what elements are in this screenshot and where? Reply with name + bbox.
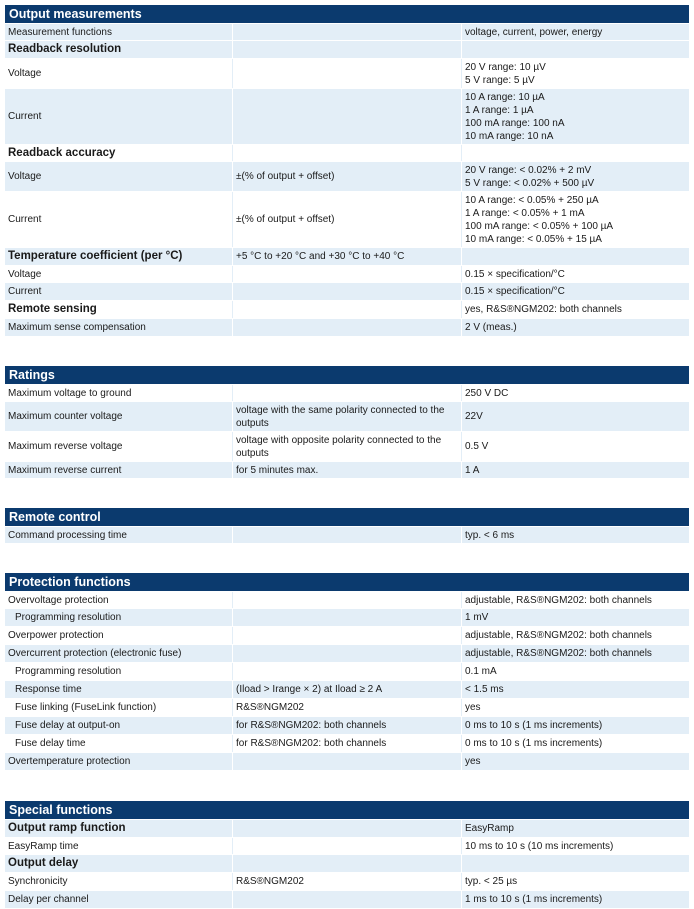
subsection-row (5, 855, 689, 873)
parameter-condition (232, 41, 461, 58)
spec-row (5, 319, 689, 337)
parameter-name: Temperature coefficient (per °C) (8, 250, 183, 262)
parameter-name: Response time (15, 684, 82, 695)
parameter-value (461, 24, 689, 40)
spec-row (5, 753, 689, 771)
spec-section (5, 801, 689, 909)
subsection-row (5, 820, 689, 838)
value-line: 20 V range: 10 µV (465, 62, 546, 73)
parameter-name: Maximum reverse current (8, 464, 122, 476)
parameter-name: Maximum sense compensation (8, 322, 146, 333)
parameter-condition: R&S®NGM202 (232, 699, 461, 716)
parameter-condition (232, 89, 461, 144)
spec-row (5, 527, 689, 544)
parameter-condition (232, 592, 461, 608)
value-line: 1 A range: < 0.05% + 1 mA (465, 208, 585, 219)
spec-row (5, 192, 689, 248)
section-gap (0, 771, 694, 801)
spec-row (5, 699, 689, 717)
parameter-value (461, 145, 689, 161)
parameter-condition (232, 663, 461, 680)
spec-row (5, 266, 689, 283)
value-line: 1 mV (465, 612, 489, 623)
value-line: adjustable, R&S®NGM202: both channels (465, 594, 652, 606)
parameter-value (461, 248, 689, 265)
parameter-condition: (Iload > Irange × 2) at Iload ≥ 2 A (232, 681, 461, 698)
parameter-value (461, 59, 689, 88)
parameter-name: Remote sensing (8, 303, 97, 315)
parameter-value (461, 753, 689, 770)
parameter-name: Maximum voltage to ground (8, 387, 132, 399)
value-line: yes, R&S®NGM202: both channels (465, 304, 622, 315)
parameter-name: Fuse delay at output-on (15, 720, 121, 731)
parameter-name: Command processing time (8, 529, 127, 541)
parameter-name: Measurement functions (8, 26, 112, 38)
parameter-value (461, 627, 689, 644)
parameter-value (461, 717, 689, 734)
value-line: 100 mA range: 100 nA (465, 118, 565, 129)
parameter-value (461, 301, 689, 318)
parameter-value (461, 820, 689, 837)
value-line: 2 V (meas.) (465, 322, 517, 333)
spec-row (5, 609, 689, 627)
parameter-name: Readback resolution (8, 43, 122, 55)
spec-row (5, 681, 689, 699)
parameter-value (461, 432, 689, 461)
parameter-value (461, 527, 689, 543)
parameter-condition (232, 855, 461, 872)
parameter-condition: ±(% of output + offset) (232, 162, 461, 191)
value-line: 1 A (465, 464, 480, 476)
parameter-condition (232, 145, 461, 161)
parameter-name: Voltage (8, 171, 42, 182)
parameter-name: Overvoltage protection (8, 594, 109, 606)
spec-row (5, 162, 689, 192)
value-line: 250 V DC (465, 387, 509, 399)
parameter-name: Synchronicity (8, 876, 68, 887)
parameter-condition (232, 266, 461, 282)
spec-row (5, 385, 689, 402)
parameter-condition (232, 609, 461, 626)
parameter-name: Maximum reverse voltage (8, 441, 123, 452)
parameter-value (461, 385, 689, 401)
parameter-name: Fuse delay time (15, 738, 86, 749)
parameter-value (461, 192, 689, 247)
spec-row (5, 717, 689, 735)
section-title: Remote control (5, 508, 689, 527)
parameter-condition: voltage with opposite polarity connected to the outputs (232, 432, 461, 461)
spec-row (5, 873, 689, 891)
value-line: yes (465, 756, 481, 767)
spec-section (5, 5, 689, 337)
parameter-value (461, 162, 689, 191)
section-gap (0, 337, 694, 366)
value-line: adjustable, R&S®NGM202: both channels (465, 648, 652, 659)
value-line: 1 ms to 10 s (1 ms increments) (465, 894, 603, 905)
value-line: 10 A range: 10 µA (465, 92, 545, 103)
spec-row (5, 89, 689, 145)
value-line: 100 mA range: < 0.05% + 100 µA (465, 221, 614, 232)
parameter-value (461, 838, 689, 854)
value-line: < 1.5 ms (465, 684, 504, 695)
parameter-name: Current (8, 286, 42, 297)
parameter-value (461, 645, 689, 662)
parameter-name: Programming resolution (15, 612, 122, 623)
value-line: 10 A range: < 0.05% + 250 µA (465, 195, 599, 206)
parameter-name: Current (8, 111, 42, 122)
spec-row (5, 627, 689, 645)
section-title: Protection functions (5, 573, 689, 592)
parameter-condition: +5 °C to +20 °C and +30 °C to +40 °C (232, 248, 461, 265)
spec-section (5, 573, 689, 771)
section-title: Special functions (5, 801, 689, 820)
parameter-value (461, 855, 689, 872)
spec-row (5, 592, 689, 609)
parameter-name: Delay per channel (8, 894, 89, 905)
subsection-row (5, 41, 689, 59)
section-title: Output measurements (5, 5, 689, 24)
parameter-value (461, 681, 689, 698)
value-line: adjustable, R&S®NGM202: both channels (465, 630, 652, 641)
section-gap (0, 544, 694, 573)
spec-row (5, 402, 689, 432)
parameter-condition: for R&S®NGM202: both channels (232, 735, 461, 752)
value-line: 0.5 V (465, 441, 489, 452)
parameter-condition (232, 820, 461, 837)
spec-row (5, 59, 689, 89)
value-line: 10 ms to 10 s (10 ms increments) (465, 840, 614, 852)
value-line: 0.1 mA (465, 666, 497, 677)
value-line: yes (465, 702, 481, 713)
value-line: 1 A range: 1 µA (465, 105, 534, 116)
parameter-condition (232, 753, 461, 770)
parameter-value (461, 402, 689, 431)
parameter-name: Overtemperature protection (8, 756, 131, 767)
value-line: 10 mA range: 10 nA (465, 131, 554, 142)
parameter-condition: for 5 minutes max. (232, 462, 461, 478)
spec-row (5, 283, 689, 301)
subsection-row (5, 301, 689, 319)
parameter-condition: ±(% of output + offset) (232, 192, 461, 247)
parameter-condition (232, 283, 461, 300)
parameter-value (461, 609, 689, 626)
parameter-name: Current (8, 214, 42, 225)
parameter-condition (232, 319, 461, 336)
spec-row (5, 891, 689, 909)
subsection-row (5, 145, 689, 162)
spec-section (5, 508, 689, 544)
parameter-name: Output delay (8, 857, 79, 869)
parameter-name: Readback accuracy (8, 146, 116, 159)
spec-section (5, 366, 689, 479)
parameter-condition (232, 59, 461, 88)
parameter-condition (232, 527, 461, 543)
spec-row (5, 663, 689, 681)
value-line: EasyRamp (465, 823, 514, 834)
value-line: 0.15 × specification/°C (465, 286, 565, 297)
spec-row (5, 735, 689, 753)
parameter-value (461, 283, 689, 300)
value-line: 5 V range: 5 µV (465, 75, 535, 86)
spec-row (5, 462, 689, 479)
value-line: 20 V range: < 0.02% + 2 mV (465, 165, 592, 176)
parameter-name: Output ramp function (8, 822, 126, 834)
parameter-condition (232, 301, 461, 318)
parameter-name: Maximum counter voltage (8, 411, 123, 422)
parameter-name: Programming resolution (15, 666, 122, 677)
parameter-value (461, 41, 689, 58)
parameter-name: EasyRamp time (8, 840, 79, 852)
spec-row (5, 432, 689, 462)
value-line: 0.15 × specification/°C (465, 268, 565, 280)
parameter-name: Overcurrent protection (electronic fuse) (8, 648, 182, 659)
value-line: typ. < 25 µs (465, 876, 518, 887)
parameter-condition: for R&S®NGM202: both channels (232, 717, 461, 734)
parameter-value (461, 319, 689, 336)
value-line: typ. < 6 ms (465, 529, 515, 541)
parameter-name: Overpower protection (8, 630, 104, 641)
parameter-value (461, 891, 689, 908)
parameter-condition (232, 385, 461, 401)
spec-row (5, 24, 689, 41)
parameter-name: Fuse linking (FuseLink function) (15, 702, 157, 713)
parameter-condition (232, 627, 461, 644)
parameter-name: Voltage (8, 68, 42, 79)
spec-row (5, 838, 689, 855)
parameter-value (461, 735, 689, 752)
parameter-value (461, 266, 689, 282)
parameter-condition (232, 838, 461, 854)
parameter-value (461, 592, 689, 608)
value-line: 22V (465, 411, 483, 422)
value-line: 10 mA range: < 0.05% + 15 µA (465, 234, 602, 245)
subsection-row (5, 248, 689, 266)
parameter-condition (232, 24, 461, 40)
section-gap (0, 479, 694, 508)
parameter-value (461, 89, 689, 144)
value-line: 0 ms to 10 s (1 ms increments) (465, 720, 603, 731)
section-title: Ratings (5, 366, 689, 385)
value-line: 5 V range: < 0.02% + 500 µV (465, 178, 595, 189)
parameter-condition: voltage with the same polarity connected to the outputs (232, 402, 461, 431)
parameter-condition (232, 891, 461, 908)
parameter-condition: R&S®NGM202 (232, 873, 461, 890)
parameter-value (461, 462, 689, 478)
parameter-name: Voltage (8, 268, 42, 280)
spec-row (5, 645, 689, 663)
value-line: voltage, current, power, energy (465, 26, 603, 38)
parameter-value (461, 699, 689, 716)
parameter-value (461, 663, 689, 680)
value-line: 0 ms to 10 s (1 ms increments) (465, 738, 603, 749)
parameter-condition (232, 645, 461, 662)
